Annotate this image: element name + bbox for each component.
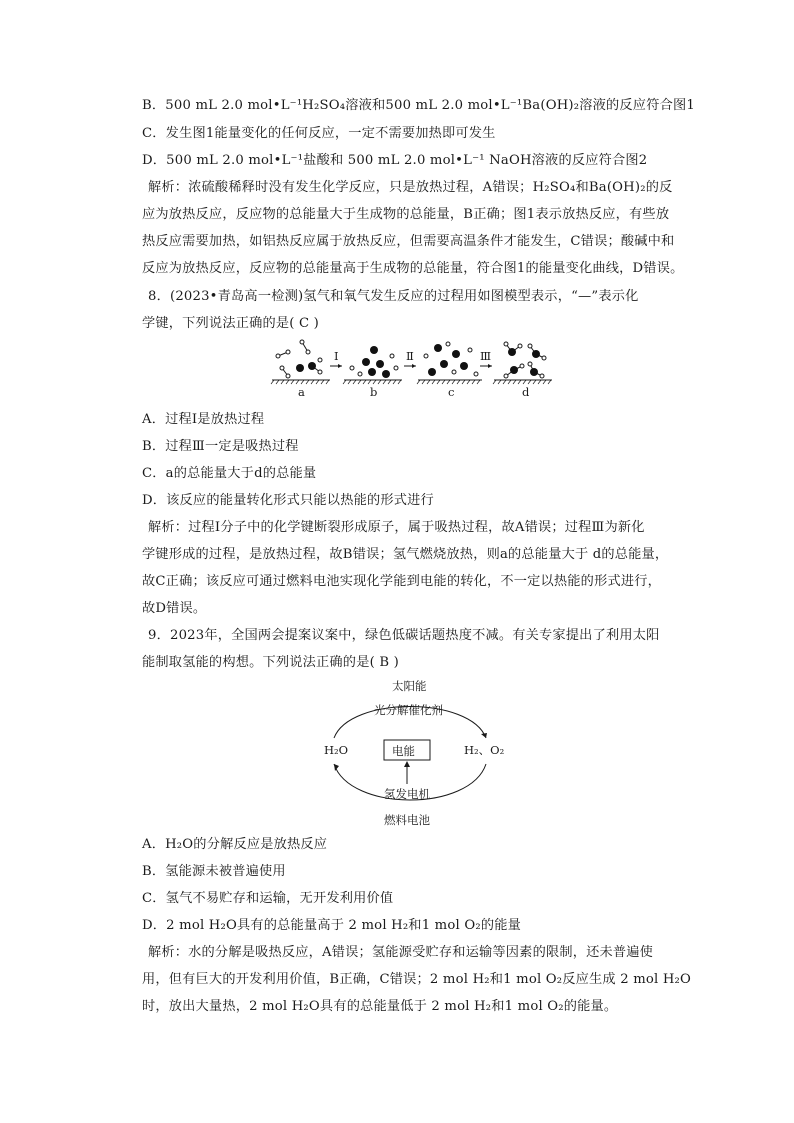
q9-option-d: D．2 mol H₂O具有的总能量高于 2 mol H₂和1 mol O₂的能量 xyxy=(142,918,521,933)
state-label: a xyxy=(298,385,305,399)
water-label: H₂O xyxy=(324,743,349,757)
q7-option-c: C．发生图1能量变化的任何反应，一定不需要加热即可发生 xyxy=(142,126,496,141)
q8-stem-line: 8．(2023•青岛高一检测)氢气和氧气发生反应的过程用如图模型表示，“—”表示化 xyxy=(148,289,639,304)
q7-analysis-line: 解析：浓硫酸稀释时没有发生化学反应，只是放热过程，A错误；H₂SO₄和Ba(OH)₂的反 xyxy=(148,180,673,195)
q9-option-a: A．H₂O的分解反应是放热反应 xyxy=(142,837,328,852)
step-label: Ⅱ xyxy=(406,349,414,363)
state-label: c xyxy=(448,385,455,399)
fuel-cell-label: 燃料电池 xyxy=(384,813,430,827)
q9-option-b: B．氢能源未被普遍使用 xyxy=(142,864,286,879)
electric-energy-label: 电能 xyxy=(392,744,415,758)
q9-stem-line: 9．2023年，全国两会提案议案中，绿色低碳话题热度不减。有关专家提出了利用太阳 xyxy=(148,628,660,643)
q7-analysis-line: 应为放热反应，反应物的总能量大于生成物的总能量，B正确；图1表示放热反应，有些放 xyxy=(142,207,670,222)
q8-analysis-line: 学键形成的过程，是放热过程，故B错误；氢气燃烧放热，则a的总能量大于 d的总能量， xyxy=(142,547,669,562)
q8-analysis-line: 故C正确；该反应可通过燃料电池实现化学能到电能的转化，不一定以热能的形式进行， xyxy=(142,574,662,589)
state-label: d xyxy=(522,385,530,399)
q9-analysis-line: 时，放出大量热，2 mol H₂O具有的总能量低于 2 mol H₂和1 mol O₂的能量。 xyxy=(142,999,618,1014)
q8-option-c: C．a的总能量大于d的总能量 xyxy=(142,466,317,481)
q8-option-d: D．该反应的能量转化形式只能以热能的形式进行 xyxy=(142,493,434,508)
q8-stem-line: 学键，下列说法正确的是( C ) xyxy=(142,316,320,331)
q9-analysis-line: 用，但有巨大的开发利用价值，B正确，C错误；2 mol H₂和1 mol O₂反应生成 2 mol H₂O xyxy=(142,972,692,987)
q7-analysis-line: 反应为放热反应，反应物的总能量高于生成物的总能量，符合图1的能量变化曲线，D错误。 xyxy=(142,261,684,276)
q7-option-d: D．500 mL 2.0 mol•L⁻¹盐酸和 500 mL 2.0 mol•L⁻¹ NaOH溶液的反应符合图2 xyxy=(142,153,648,168)
q9-hydrogen-cycle-figure xyxy=(310,680,510,830)
step-label: Ⅰ xyxy=(334,349,339,363)
products-label: H₂、O₂ xyxy=(464,743,505,757)
q7-analysis-line: 热反应需要加热，如铝热反应属于放热反应，但需要高温条件才能发生，C错误；酸碱中和 xyxy=(142,234,675,249)
catalyst-label: 光分解催化剂 xyxy=(374,703,443,717)
q8-analysis-line: 故D错误。 xyxy=(142,601,207,616)
q8-analysis-line: 解析：过程Ⅰ分子中的化学键断裂形成原子，属于吸热过程，故A错误；过程Ⅲ为新化 xyxy=(148,520,645,535)
sunlight-label: 太阳能 xyxy=(392,680,427,693)
generator-label: 氢发电机 xyxy=(384,787,430,801)
q9-analysis-line: 解析：水的分解是吸热反应，A错误；氢能源受贮存和运输等因素的限制，还未普遍使 xyxy=(148,945,654,960)
q8-reaction-figure xyxy=(268,338,558,402)
q9-stem-line: 能制取氢能的构想。下列说法正确的是( B ) xyxy=(142,655,399,670)
q9-option-c: C．氢气不易贮存和运输，无开发利用价值 xyxy=(142,891,394,906)
q8-option-a: A．过程Ⅰ是放热过程 xyxy=(142,412,265,427)
q8-option-b: B．过程Ⅲ一定是吸热过程 xyxy=(142,439,299,454)
state-label: b xyxy=(370,385,378,399)
step-label: Ⅲ xyxy=(480,349,492,363)
q7-option-b: B．500 mL 2.0 mol•L⁻¹H₂SO₄溶液和500 mL 2.0 mol•L⁻¹Ba(OH)₂溶液的反应符合图1 xyxy=(142,98,695,113)
